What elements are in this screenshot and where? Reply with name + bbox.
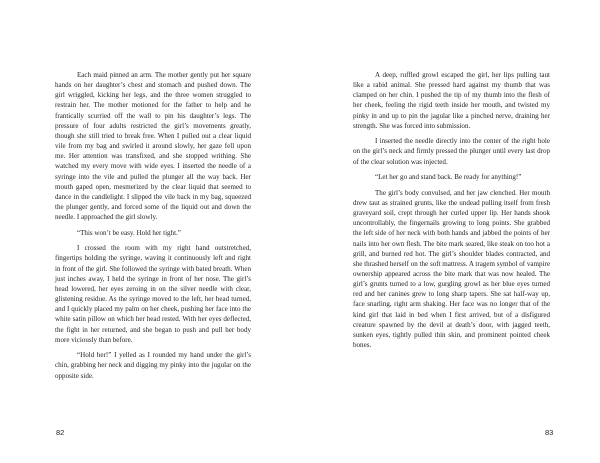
page-number: 83 <box>545 428 554 437</box>
paragraph: I inserted the needle directly into the center of the right hole on the girl’s neck and firmly pressed the plunger until every last drop of the clear solution was injected. <box>353 137 550 166</box>
paragraph: Each maid pinned an arm. The mother gently put her square hands on her daughter’s chest and stomach and pushed down. The girl wriggled, kicking her legs, and the three women struggled to restrain her. The mother motioned for the father to help and he frantically scurried off the wall to pin his daughter’s legs. The pressure of four adults restricted the girl’s movements greatly, though she still tried to break free. When I pulled out a clear liquid vile from my bag and swirled it around slowly, her gaze fell upon me. Her attention was transfixed, and she stopped writhing. She watched my every move with wide eyes. I inserted the needle of a syringe into the vile and pulled the plunger all the way back. Her mouth gaped open, mesmerized by the clear liquid that seemed to dance in the candlelight. I slipped the vile back in my bag, squeezed the plunger gently, and forced some of the liquid out and down the needle. I approached the girl slowly. <box>55 71 251 222</box>
right-page-text <box>353 70 550 356</box>
paragraph: “Hold her!” I yelled as I rounded my hand under the girl’s chin, grabbing her neck and digging my pinky into the jugular on the opposite side. <box>55 351 251 380</box>
right-page <box>300 0 600 463</box>
paragraph: I crossed the room with my right hand outstretched, fingertips holding the syringe, waving it continuously left and right in front of the girl. She followed the syringe with bated breath. When just inches away, I held the syringe in front of her nose. The girl’s head lowered, her eyes zeroing in on the silver needle with clear, glistening residue. As the syringe moved to the left, her head turned, and I quickly placed my palm on her cheek, pushing her face into the white satin pillow on which her head rested. With her eyes deflected, the fight in her returned, and she began to push and pull her body more viciously than before. <box>55 244 251 344</box>
left-page-text <box>55 70 251 386</box>
paragraph: A deep, ruffled growl escaped the girl, her lips pulling taut like a rabid animal. She pressed hard against my thumb that was clamped on her chin. I pushed the tip of my thumb into the flesh of her cheek, feeling the rigid teeth inside her mouth, and twisted my pinky in and up to pin the jagular like a pinched nerve, draining her strength. She was forced into submission. <box>353 71 550 130</box>
paragraph: The girl’s body convulsed, and her jaw clenched. Her mouth drew taut as strained grunts, like the undead pulling itself from fresh graveyard soil, crept through her curled upper lip. Her hands shook uncontrollably, the fingernails growing to long points. She grabbed the left side of her neck with both hands and jabbed the points of her nails into her own flesh. The bite mark seared, like steak on too hot a grill, and burned red hot. The girl’s shoulder blades contracted, and she thrashed herself on the soft mattress. A tragem symbol of vampire ownership appeared across the bite mark that was now healed. The girl’s grunts turned to a low, gurgling growl as her blue eyes turned red and her canines grew to long sharp tapers. She sat half-way up, face snarling, right arm shaking. Her face was no longer that of the kind girl that laid in bed when I first arrived, but of a disfigured creature spawned by the devil at death’s door, with jagged teeth, sunken eyes, tightly pulled thin skin, and prominent pointed cheek bones. <box>353 188 550 350</box>
page-number: 82 <box>56 428 65 437</box>
paragraph: “This won’t be easy. Hold her tight.” <box>77 228 181 237</box>
paragraph: “Let her go and stand back. Be ready for anything!” <box>375 173 522 182</box>
